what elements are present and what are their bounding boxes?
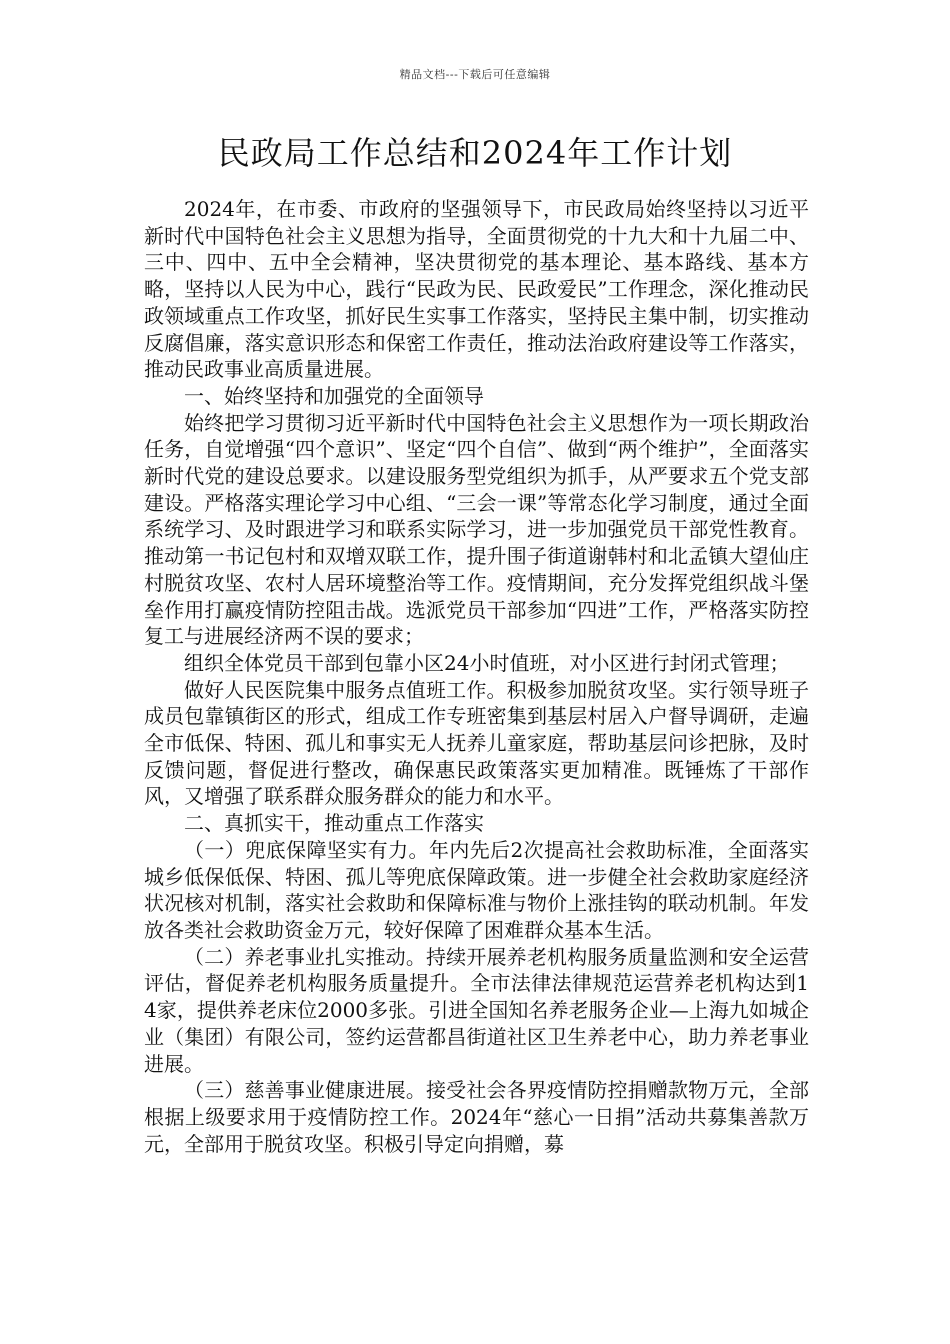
section-2-paragraph: （三）慈善事业健康进展。接受社会各界疫情防控捐赠款物万元，全部根据上级要求用于疫情防控工作。2024年“慈心一日捐”活动共募集善款万元，全部用于脱贫攻坚。积极引导定向捐赠，募: [144, 1078, 809, 1156]
section-heading-2: 二、真抓实干，推动重点工作落实: [184, 811, 484, 836]
document-title: 民政局工作总结和2024年工作计划: [217, 134, 733, 172]
header-note: 精品文档---下载后可任意编辑: [399, 68, 551, 81]
section-2-paragraph: （一）兜底保障坚实有力。年内先后2次提高社会救助标准，全面落实城乡低保低保、特困、孤儿等兜底保障政策。进一步健全社会救助家庭经济状况核对机制，落实社会救助和保障标准与物价上涨挂钩的联动机制。年发放各类社会救助资金万元，较好保障了困难群众基本生活。: [144, 837, 809, 942]
section-1-paragraph: 做好人民医院集中服务点值班工作。积极参加脱贫攻坚。实行领导班子成员包靠镇街区的形式，组成工作专班密集到基层村居入户督导调研，走遍全市低保、特困、孤儿和事实无人抚养儿童家庭，帮助基层问诊把脉，及时反馈问题，督促进行整改，确保惠民政策落实更加精准。既锤炼了干部作风，又增强了联系群众服务群众的能力和水平。: [144, 677, 809, 809]
intro-paragraph: 2024年，在市委、市政府的坚强领导下，市民政局始终坚持以习近平新时代中国特色社会主义思想为指导，全面贯彻党的十九大和十九届二中、三中、四中、五中全会精神，坚决贯彻党的基本理论、基本路线、基本方略，坚持以人民为中心，践行“民政为民、民政爱民”工作理念，深化推动民政领域重点工作攻坚，抓好民生实事工作落实，坚持民主集中制，切实推动反腐倡廉，落实意识形态和保密工作责任，推动法治政府建设等工作落实，推动民政事业高质量进展。: [144, 197, 809, 382]
section-heading-1: 一、始终坚持和加强党的全面领导: [184, 383, 484, 408]
document-body: [144, 196, 809, 1157]
section-1-paragraph: 组织全体党员干部到包靠小区24小时值班，对小区进行封闭式管理；: [184, 650, 790, 675]
section-1-paragraph: 始终把学习贯彻习近平新时代中国特色社会主义思想作为一项长期政治任务，自觉增强“四个意识”、坚定“四个自信”、做到“两个维护”，全面落实新时代党的建设总要求。以建设服务型党组织为抓手，从严要求五个党支部建设。严格落实理论学习中心组、“三会一课”等常态化学习制度，通过全面系统学习、及时跟进学习和联系实际学习，进一步加强党员干部党性教育。推动第一书记包村和双增双联工作，提升围子街道谢韩村和北孟镇大望仙庄村脱贫攻坚、农村人居环境整治等工作。疫情期间，充分发挥党组织战斗堡垒作用打赢疫情防控阻击战。选派党员干部参加“四进”工作，严格落实防控复工与进展经济两不误的要求；: [144, 410, 809, 649]
section-2-paragraph: （二）养老事业扎实推动。持续开展养老机构服务质量监测和安全运营评估，督促养老机构服务质量提升。全市法律法律规范运营养老机构达到14家，提供养老床位2000多张。引进全国知名养老服务企业—上海九如城企业（集团）有限公司，签约运营都昌街道社区卫生养老中心，助力养老事业进展。: [144, 944, 809, 1076]
